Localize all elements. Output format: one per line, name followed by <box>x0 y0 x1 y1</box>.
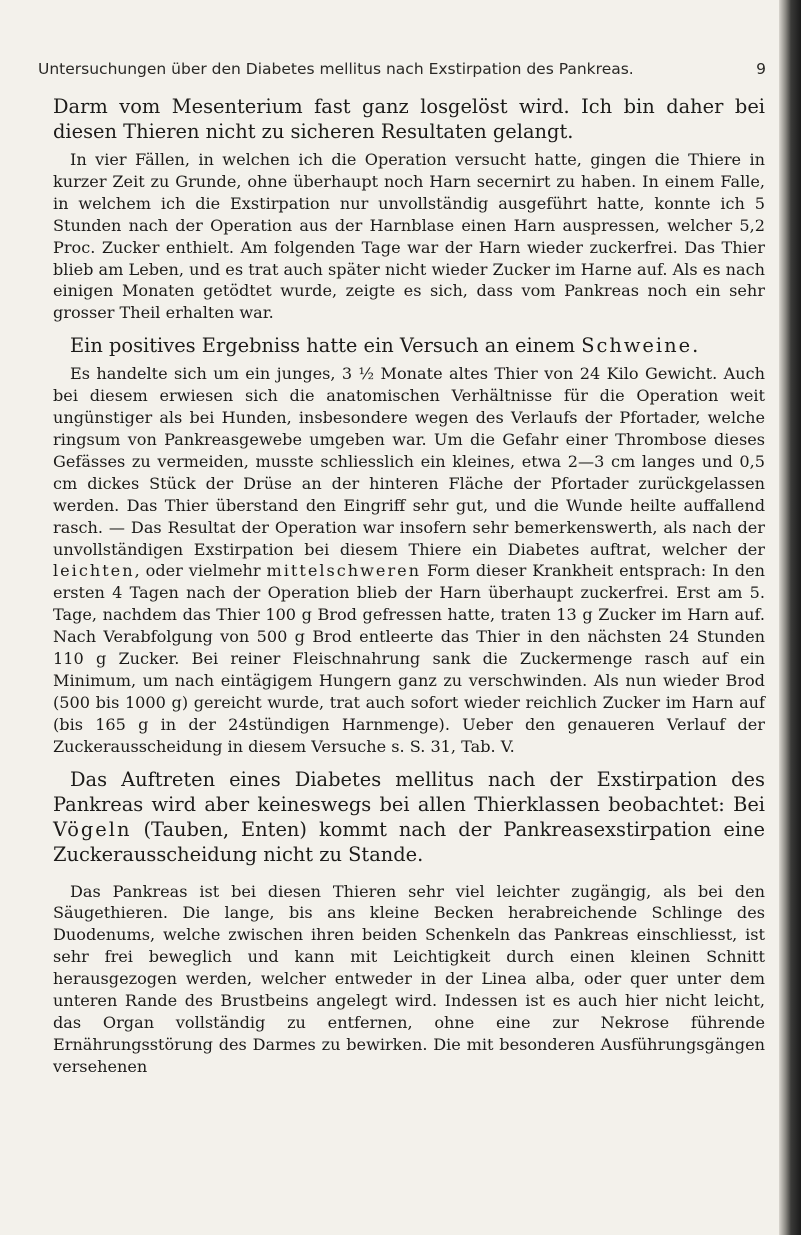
paragraph-5-text-b: (Tauben, Enten) kommt nach der Pankreasexstirpation eine Zuckerausscheidung nicht zu Stande. <box>53 817 765 866</box>
paragraph-3-end: . <box>692 334 699 358</box>
paragraph-4-text-b: , oder vielmehr <box>134 561 267 581</box>
paragraph-5 <box>53 767 765 867</box>
page-number: 9 <box>756 60 766 78</box>
paragraph-4 <box>53 363 765 757</box>
paragraph-1: Darm vom Mesenterium fast ganz losgelöst wird. Ich bin daher bei diesen Thieren nicht zu sicheren Resultaten gelangt. <box>53 95 765 143</box>
paragraph-3 <box>53 333 765 358</box>
running-title: Untersuchungen über den Diabetes mellitus nach Exstirpation des Pankreas. <box>38 60 634 78</box>
emphasis-leichten: leichten <box>53 561 135 581</box>
paragraph-3-text: Ein positives Ergebniss hatte ein Versuch an einem <box>70 334 582 358</box>
emphasis-schweine: Schweine <box>581 334 693 358</box>
paragraph-4-text-c: Form dieser Krankheit entsprach: In den ersten 4 Tagen nach der Operation blieb der Harn überhaupt zuckerfrei. Erst am 5. Tage, nachdem das Thier 100 g Brod gefressen hatte, traten 13 g Zucker im Harn auf. Nach Verabfolgung von 500 g Brod entleerte das Thier in den nächsten 24 Stunden 110 g Zucker. Bei reiner Fleischnahrung sank die Zuckermenge rasch auf ein Minimum, um nach eintägigem Hungern ganz zu verschwinden. Als nun wieder Brod (500 bis 1000 g) gereicht wurde, trat auch sofort wieder reichlich Zucker im Harn auf (bis 165 g in der 24stündigen Harnmenge). Ueber den genaueren Verlauf der Zuckerausscheidung in diesem Versuche s. S. 31, Tab. V. <box>53 561 765 756</box>
emphasis-voegeln: Vögeln <box>53 817 132 841</box>
paragraph-4-text-a: Es handelte sich um ein junges, 3 ½ Monate altes Thier von 24 Kilo Gewicht. Auch bei diesem erwiesen sich die anatomischen Verhältnisse für die Operation weit ungünstiger als bei Hunden, insbesondere wegen des Verlaufs der Pfortader, welche ringsum von Pankreasgewebe umgeben war. Um die Gefahr einer Thrombose dieses Gefässes zu vermeiden, musste schliesslich ein kleines, etwa 2—3 cm langes und 0,5 cm dickes Stück der Drüse an der hinteren Fläche der Pfortader zurückgelassen werden. Das Thier überstand den Eingriff sehr gut, und die Wunde heilte auffallend rasch. — Das Resultat der Operation war insofern sehr bemerkenswerth, als nach der unvollständigen Exstirpation bei diesem Thiere ein Diabetes auftrat, welcher der <box>53 364 765 559</box>
paragraph-5-text-a: Das Auftreten eines Diabetes mellitus nach der Exstirpation des Pankreas wird aber keineswegs bei allen Thierklassen beobachtet: Bei <box>53 767 765 816</box>
page-header <box>38 60 766 84</box>
book-binding-edge <box>779 0 801 1235</box>
paragraph-2: In vier Fällen, in welchen ich die Operation versucht hatte, gingen die Thiere in kurzer Zeit zu Grunde, ohne überhaupt noch Harn secernirt zu haben. In einem Falle, in welchem ich die Exstirpation nur unvollständig ausgeführt hatte, konnte ich 5 Stunden nach der Operation aus der Harnblase einen Harn auspressen, welcher 5,2 Proc. Zucker enthielt. Am folgenden Tage war der Harn wieder zuckerfrei. Das Thier blieb am Leben, und es trat auch später nicht wieder Zucker im Harne auf. Als es nach einigen Monaten getödtet wurde, zeigte es sich, dass vom Pankreas noch ein sehr grosser Theil erhalten war. <box>53 150 765 323</box>
body-text <box>53 94 765 1078</box>
emphasis-mittelschweren: mittelschweren <box>266 561 422 581</box>
paragraph-6: Das Pankreas ist bei diesen Thieren sehr viel leichter zugängig, als bei den Säugethieren. Die lange, bis ans kleine Becken herabreichende Schlinge des Duodenums, welche zwischen ihren beiden Schenkeln das Pankreas einschliesst, ist sehr frei beweglich und kann mit Leichtigkeit durch einen kleinen Schnitt herausgezogen werden, welcher entweder in der Linea alba, oder quer unter dem unteren Rande des Brustbeins angelegt wird. Indessen ist es auch hier nicht leicht, das Organ vollständig zu entfernen, ohne eine zur Nekrose führende Ernährungsstörung des Darmes zu bewirken. Die mit besonderen Ausführungsgängen versehenen <box>53 881 765 1076</box>
